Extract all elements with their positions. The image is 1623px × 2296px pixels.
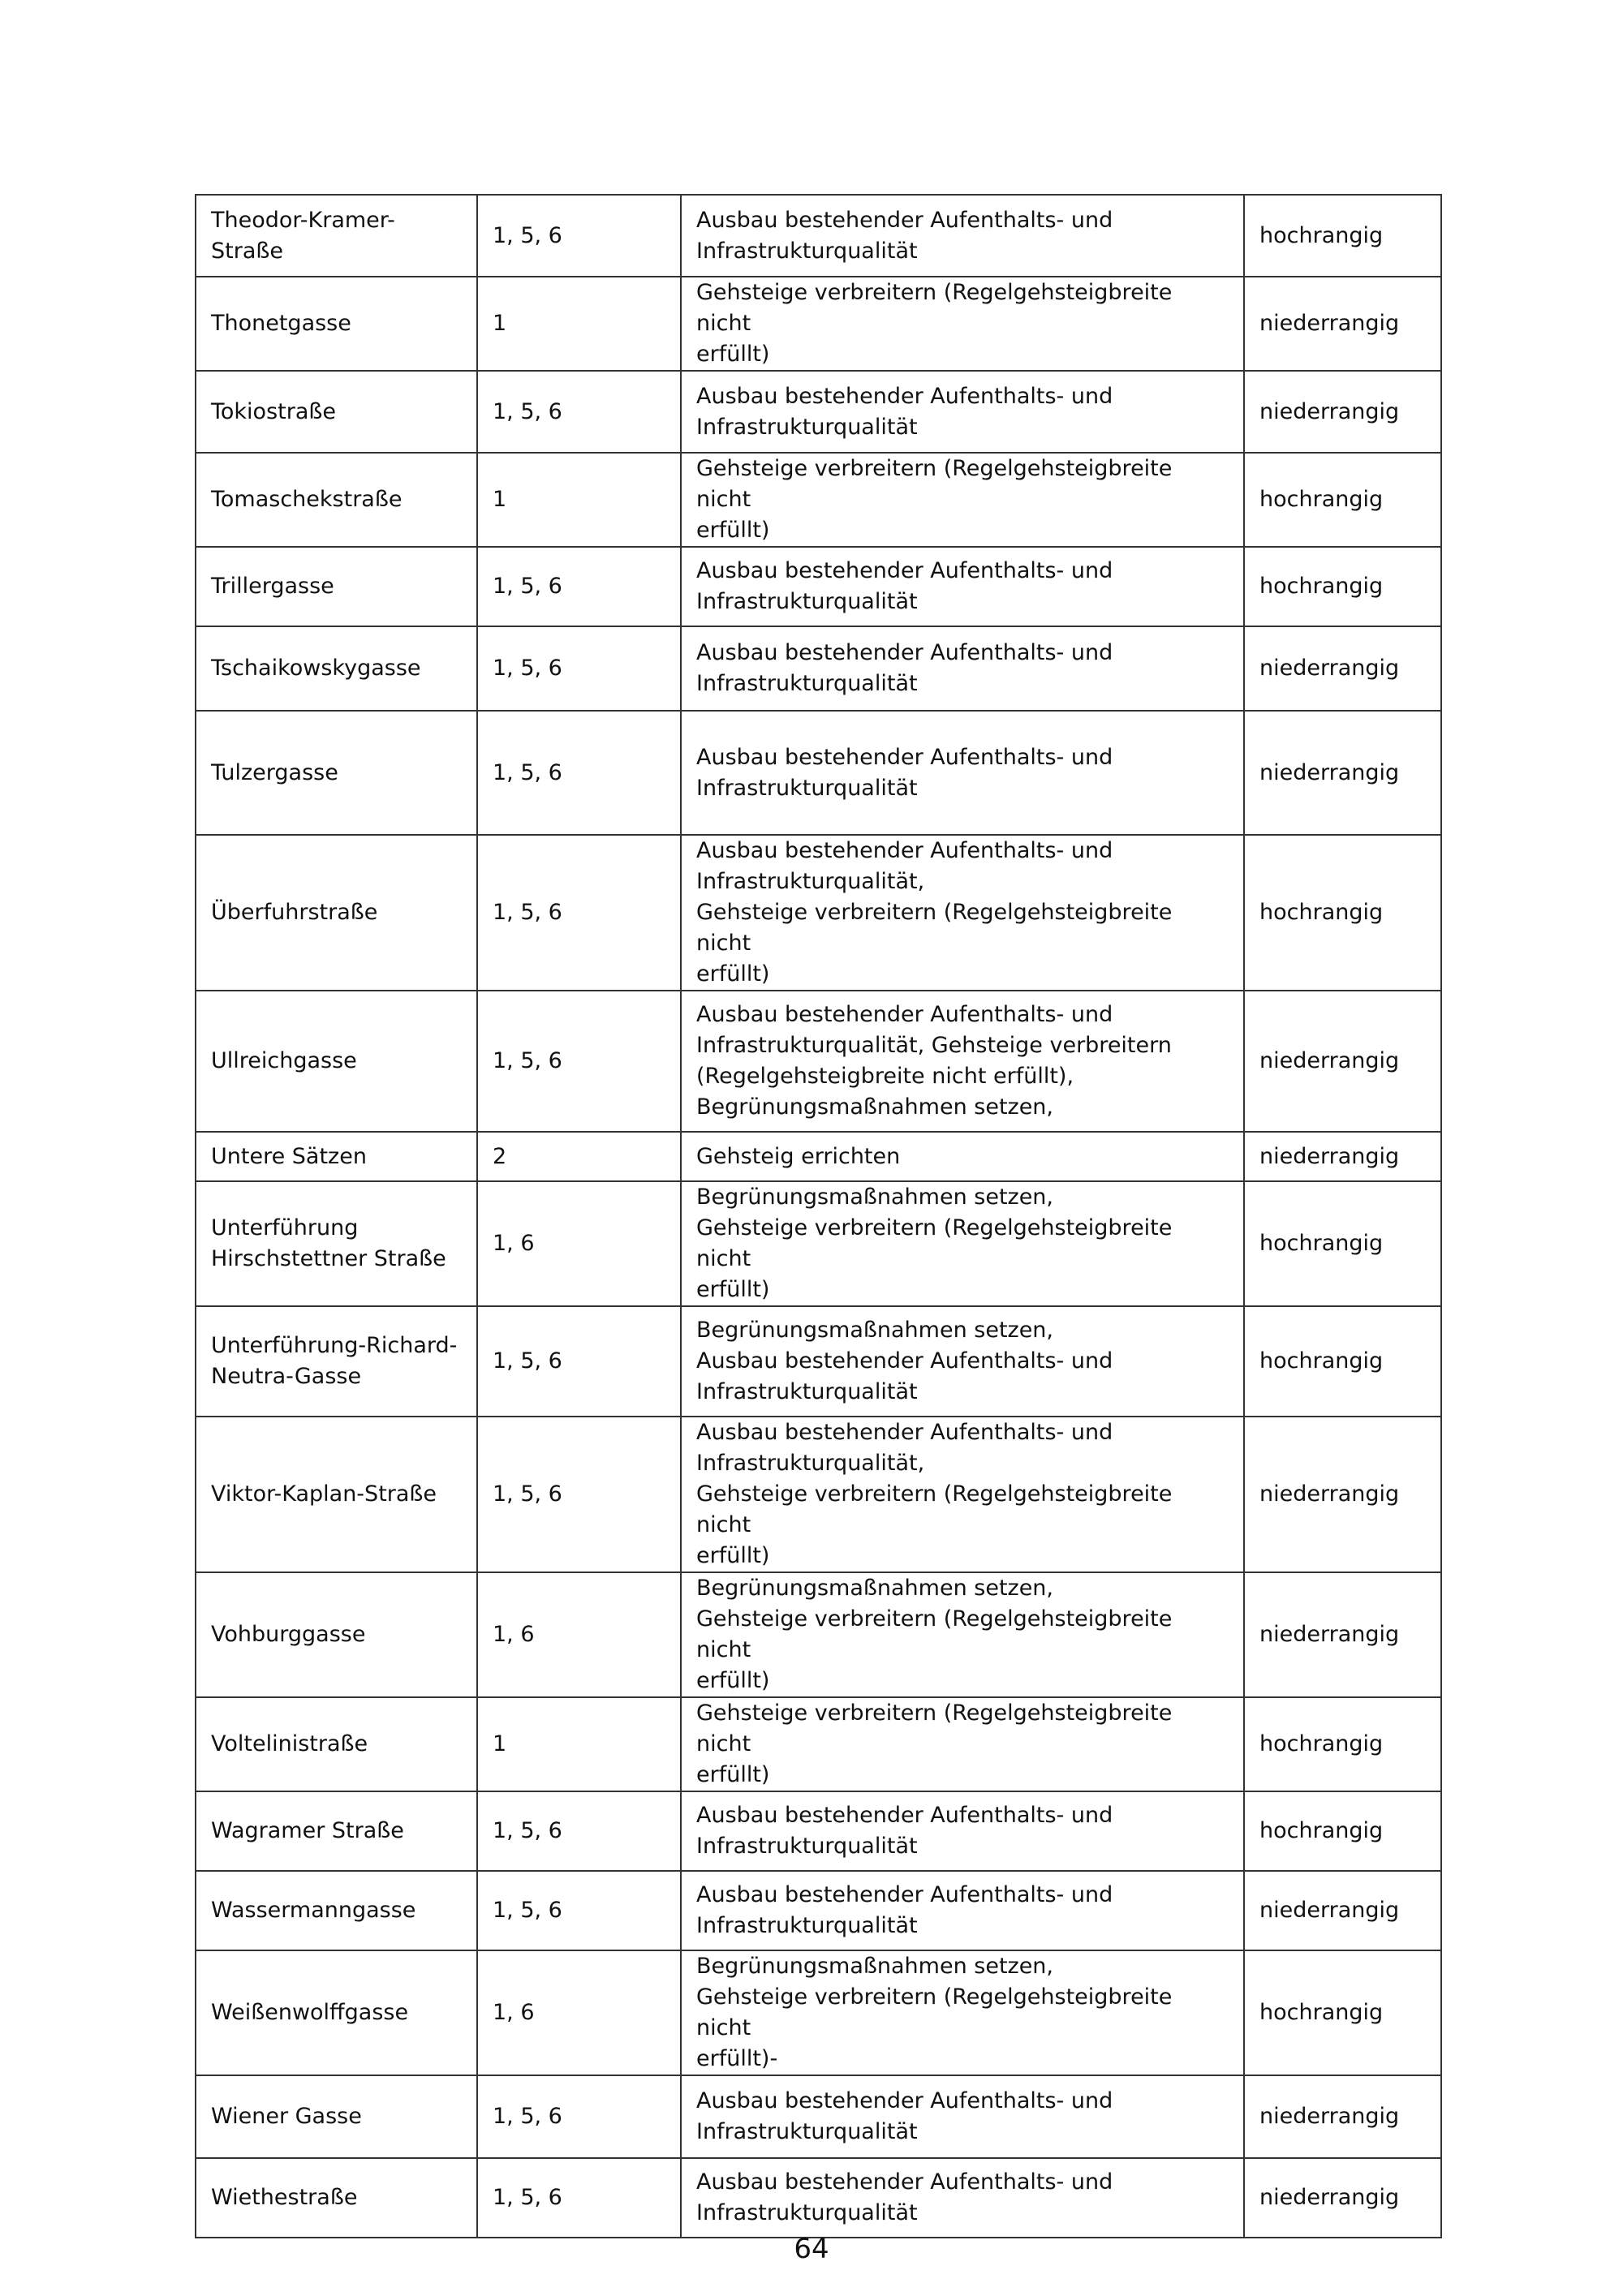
rank-cell: hochrangig	[1244, 1791, 1441, 1871]
street-cell: Tokiostraße	[196, 371, 477, 453]
measure-cell: Ausbau bestehender Aufenthalts- und Infrastrukturqualität	[681, 1871, 1244, 1950]
rank-cell: niederrangig	[1244, 1132, 1441, 1181]
rank-cell: niederrangig	[1244, 371, 1441, 453]
measure-cell: Ausbau bestehender Aufenthalts- und Infrastrukturqualität	[681, 626, 1244, 711]
table-row	[196, 195, 1441, 277]
measure-cell: Begrünungsmaßnahmen setzen, Gehsteige verbreitern (Regelgehsteigbreite nicht erfüllt)-	[681, 1950, 1244, 2075]
measure-cell: Ausbau bestehender Aufenthalts- und Infrastrukturqualität, Gehsteige verbreitern (Regelgehsteigbreite nicht erfüllt)	[681, 1417, 1244, 1572]
rank-cell: hochrangig	[1244, 1306, 1441, 1417]
codes-cell: 1	[477, 1697, 681, 1791]
table-row	[196, 2075, 1441, 2158]
codes-cell: 1, 5, 6	[477, 1791, 681, 1871]
street-cell: Tschaikowskygasse	[196, 626, 477, 711]
codes-cell: 1, 6	[477, 1950, 681, 2075]
street-cell: Wassermanngasse	[196, 1871, 477, 1950]
table-row	[196, 371, 1441, 453]
codes-cell: 1	[477, 277, 681, 371]
measure-cell: Ausbau bestehender Aufenthalts- und Infrastrukturqualität	[681, 711, 1244, 835]
street-cell: Unterführung Hirschstettner Straße	[196, 1181, 477, 1306]
table-row	[196, 1871, 1441, 1950]
codes-cell: 2	[477, 1132, 681, 1181]
table-row	[196, 1306, 1441, 1417]
rank-cell: hochrangig	[1244, 195, 1441, 277]
street-cell: Wagramer Straße	[196, 1791, 477, 1871]
codes-cell: 1, 5, 6	[477, 547, 681, 626]
street-cell: Untere Sätzen	[196, 1132, 477, 1181]
rank-cell: niederrangig	[1244, 2158, 1441, 2238]
street-cell: Wiener Gasse	[196, 2075, 477, 2158]
measure-cell: Begrünungsmaßnahmen setzen, Gehsteige verbreitern (Regelgehsteigbreite nicht erfüllt)	[681, 1181, 1244, 1306]
codes-cell: 1, 5, 6	[477, 195, 681, 277]
codes-cell: 1, 5, 6	[477, 711, 681, 835]
codes-cell: 1, 6	[477, 1572, 681, 1697]
codes-cell: 1, 5, 6	[477, 626, 681, 711]
table-row	[196, 711, 1441, 835]
table-row	[196, 547, 1441, 626]
measure-cell: Gehsteige verbreitern (Regelgehsteigbreite nicht erfüllt)	[681, 1697, 1244, 1791]
table-row	[196, 1572, 1441, 1697]
street-cell: Wiethestraße	[196, 2158, 477, 2238]
codes-cell: 1, 5, 6	[477, 1306, 681, 1417]
rank-cell: niederrangig	[1244, 711, 1441, 835]
rank-cell: niederrangig	[1244, 277, 1441, 371]
street-cell: Trillergasse	[196, 547, 477, 626]
table-row	[196, 991, 1441, 1132]
table-row	[196, 835, 1441, 991]
rank-cell: niederrangig	[1244, 626, 1441, 711]
measure-cell: Gehsteige verbreitern (Regelgehsteigbreite nicht erfüllt)	[681, 277, 1244, 371]
table-row	[196, 277, 1441, 371]
measure-cell: Ausbau bestehender Aufenthalts- und Infrastrukturqualität	[681, 547, 1244, 626]
codes-cell: 1, 5, 6	[477, 1417, 681, 1572]
measure-cell: Ausbau bestehender Aufenthalts- und Infrastrukturqualität, Gehsteige verbreitern (Regelgehsteigbreite nicht erfüllt), Begrünungsmaßnahmen setzen,	[681, 991, 1244, 1132]
rank-cell: hochrangig	[1244, 1181, 1441, 1306]
street-cell: Voltelinistraße	[196, 1697, 477, 1791]
codes-cell: 1, 5, 6	[477, 2158, 681, 2238]
table-row	[196, 1181, 1441, 1306]
table-row	[196, 1950, 1441, 2075]
rank-cell: hochrangig	[1244, 453, 1441, 547]
table-row	[196, 2158, 1441, 2238]
measure-cell: Ausbau bestehender Aufenthalts- und Infrastrukturqualität	[681, 371, 1244, 453]
measure-cell: Gehsteige verbreitern (Regelgehsteigbreite nicht erfüllt)	[681, 453, 1244, 547]
rank-cell: hochrangig	[1244, 547, 1441, 626]
codes-cell: 1, 6	[477, 1181, 681, 1306]
street-cell: Weißenwolffgasse	[196, 1950, 477, 2075]
measure-cell: Ausbau bestehender Aufenthalts- und Infrastrukturqualität	[681, 1791, 1244, 1871]
measure-cell: Ausbau bestehender Aufenthalts- und Infrastrukturqualität	[681, 2075, 1244, 2158]
table-row	[196, 453, 1441, 547]
measures-table	[195, 194, 1442, 2238]
street-cell: Viktor-Kaplan-Straße	[196, 1417, 477, 1572]
codes-cell: 1, 5, 6	[477, 835, 681, 991]
codes-cell: 1, 5, 6	[477, 1871, 681, 1950]
rank-cell: niederrangig	[1244, 2075, 1441, 2158]
codes-cell: 1, 5, 6	[477, 2075, 681, 2158]
codes-cell: 1, 5, 6	[477, 371, 681, 453]
rank-cell: hochrangig	[1244, 1950, 1441, 2075]
street-cell: Theodor-Kramer-Straße	[196, 195, 477, 277]
measure-cell: Ausbau bestehender Aufenthalts- und Infrastrukturqualität	[681, 2158, 1244, 2238]
measure-cell: Begrünungsmaßnahmen setzen, Ausbau bestehender Aufenthalts- und Infrastrukturqualität	[681, 1306, 1244, 1417]
codes-cell: 1	[477, 453, 681, 547]
rank-cell: niederrangig	[1244, 1417, 1441, 1572]
measure-cell: Ausbau bestehender Aufenthalts- und Infrastrukturqualität	[681, 195, 1244, 277]
street-cell: Tulzergasse	[196, 711, 477, 835]
street-cell: Thonetgasse	[196, 277, 477, 371]
table-row	[196, 626, 1441, 711]
table-row	[196, 1417, 1441, 1572]
street-cell: Tomaschekstraße	[196, 453, 477, 547]
rank-cell: niederrangig	[1244, 1871, 1441, 1950]
street-cell: Ullreichgasse	[196, 991, 477, 1132]
table-row	[196, 1697, 1441, 1791]
rank-cell: niederrangig	[1244, 1572, 1441, 1697]
street-cell: Überfuhrstraße	[196, 835, 477, 991]
rank-cell: niederrangig	[1244, 991, 1441, 1132]
street-cell: Vohburggasse	[196, 1572, 477, 1697]
rank-cell: hochrangig	[1244, 1697, 1441, 1791]
measure-cell: Begrünungsmaßnahmen setzen, Gehsteige verbreitern (Regelgehsteigbreite nicht erfüllt)	[681, 1572, 1244, 1697]
measure-cell: Ausbau bestehender Aufenthalts- und Infrastrukturqualität, Gehsteige verbreitern (Regelgehsteigbreite nicht erfüllt)	[681, 835, 1244, 991]
table-row	[196, 1132, 1441, 1181]
street-cell: Unterführung-Richard- Neutra-Gasse	[196, 1306, 477, 1417]
page-number: 64	[794, 2233, 829, 2265]
rank-cell: hochrangig	[1244, 835, 1441, 991]
table-row	[196, 1791, 1441, 1871]
codes-cell: 1, 5, 6	[477, 991, 681, 1132]
measure-cell: Gehsteig errichten	[681, 1132, 1244, 1181]
